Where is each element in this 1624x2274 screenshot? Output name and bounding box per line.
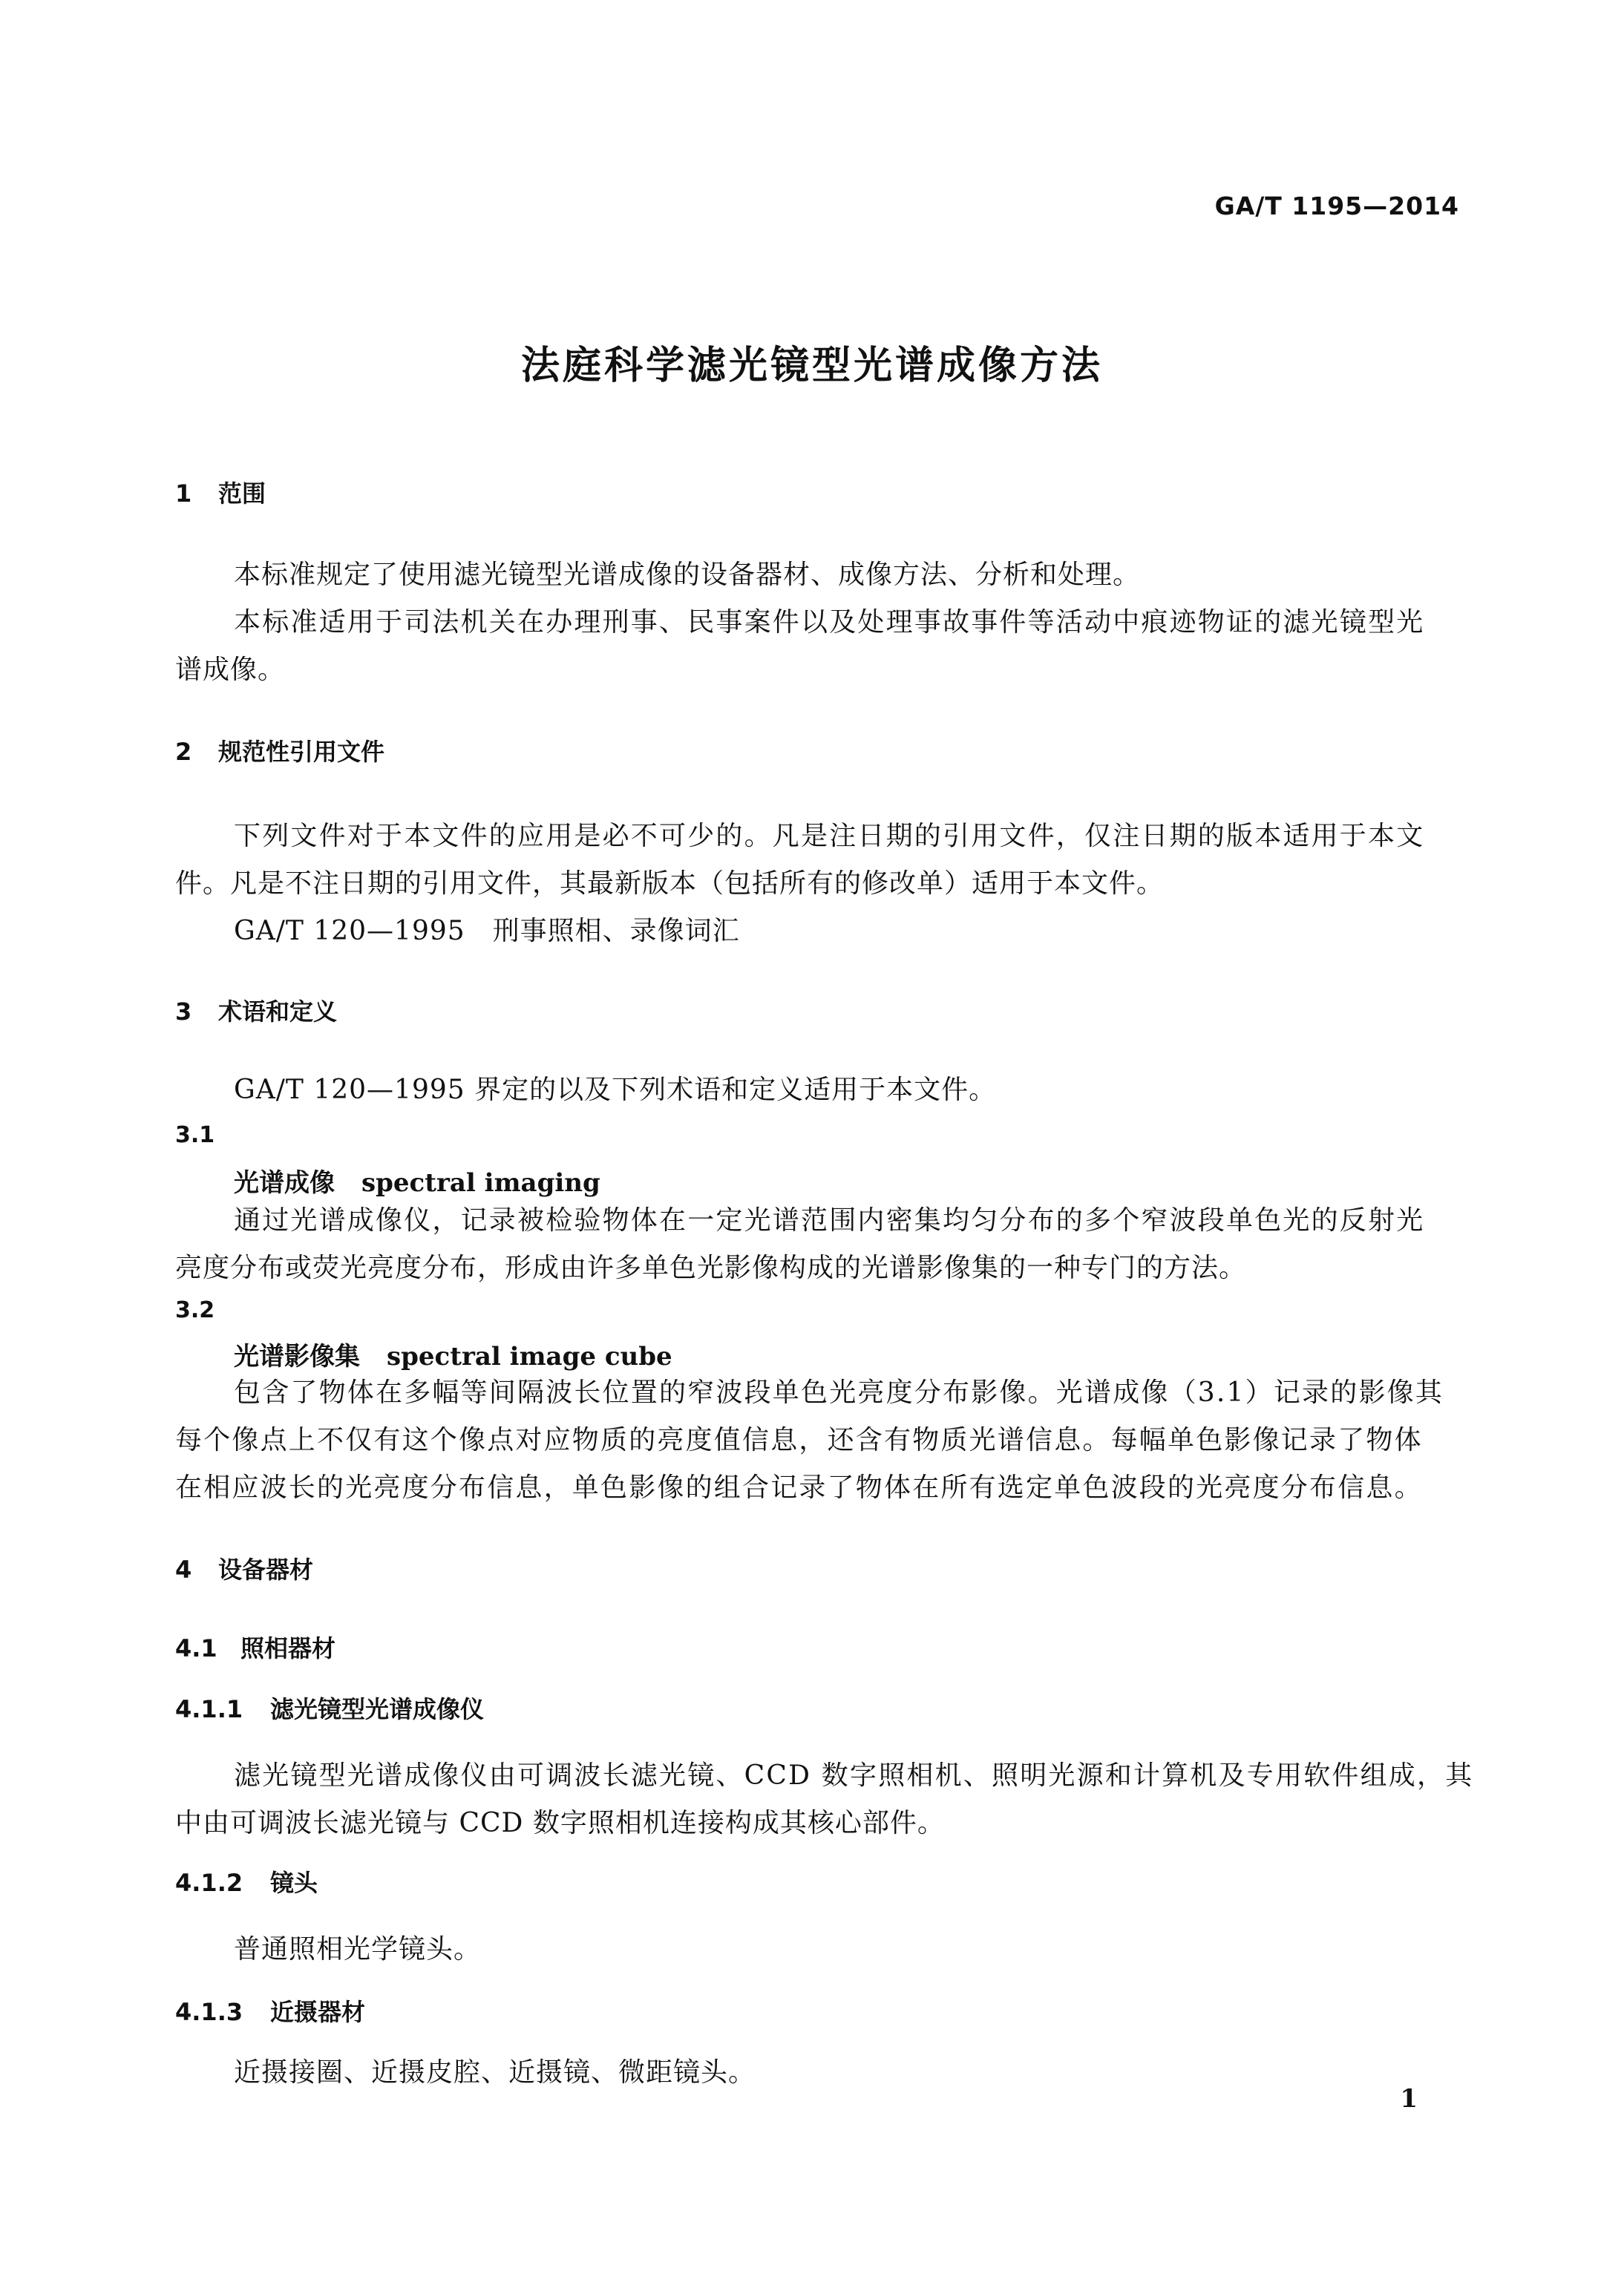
section-4-1-3-heading [175, 1993, 365, 2028]
section-1-heading [175, 475, 266, 509]
section-2-heading [175, 733, 384, 767]
definition: 通过光谱成像仪，记录被检验物体在一定光谱范围内密集均匀分布的多个窄波段单色光的反射光 [234, 1205, 1425, 1236]
paragraph: 近摄接圈、近摄皮腔、近摄镜、微距镜头。 [234, 2057, 756, 2088]
section-title: 镜头 [270, 1869, 318, 1897]
section-number: 4.1.3 [175, 1998, 243, 2026]
clause-number: 3.2 [175, 1297, 215, 1323]
paragraph: 本标准适用于司法机关在办理刑事、民事案件以及处理事故事件等活动中痕迹物证的滤光镜型光 [234, 607, 1425, 638]
definition-continuation: 亮度分布或荧光亮度分布，形成由许多单色光影像构成的光谱影像集的一种专门的方法。 [175, 1253, 1247, 1283]
page-number: 1 [1400, 2084, 1418, 2114]
paragraph-continuation: 谱成像。 [175, 655, 286, 685]
section-number: 2 [175, 738, 192, 766]
paragraph-continuation: 件。凡是不注日期的引用文件，其最新版本（包括所有的修改单）适用于本文件。 [175, 868, 1165, 899]
paragraph: 本标准规定了使用滤光镜型光谱成像的设备器材、成像方法、分析和处理。 [234, 560, 1141, 590]
section-4-1-heading [175, 1630, 335, 1664]
definition: 包含了物体在多幅等间隔波长位置的窄波段单色光亮度分布影像。光谱成像（3.1）记录的影像其 [234, 1377, 1444, 1408]
term-entry [234, 1162, 600, 1199]
section-number: 4.1 [175, 1634, 217, 1662]
section-4-1-2-heading [175, 1864, 318, 1898]
paragraph-continuation: 中由可调波长滤光镜与 CCD 数字照相机连接构成其核心部件。 [175, 1808, 945, 1838]
section-number: 4 [175, 1556, 192, 1584]
term-chinese: 光谱影像集 [234, 1342, 360, 1372]
definition-continuation: 每个像点上不仅有这个像点对应物质的亮度值信息，还含有物质光谱信息。每幅单色影像记录了物体 [175, 1425, 1423, 1455]
section-title: 设备器材 [218, 1556, 314, 1584]
term-english: spectral image cube [387, 1342, 672, 1372]
section-title: 规范性引用文件 [218, 738, 385, 766]
paragraph: 下列文件对于本文件的应用是必不可少的。凡是注日期的引用文件，仅注日期的版本适用于本文 [234, 821, 1425, 851]
section-number: 1 [175, 479, 192, 508]
section-title: 照相器材 [240, 1634, 336, 1662]
section-3-heading [175, 993, 337, 1027]
paragraph: 滤光镜型光谱成像仪由可调波长滤光镜、CCD 数字照相机、照明光源和计算机及专用软件组成，其 [234, 1760, 1474, 1791]
section-number: 4.1.1 [175, 1695, 243, 1723]
term-chinese: 光谱成像 [234, 1168, 335, 1198]
normative-reference: GA/T 120—1995 刑事照相、录像词汇 [234, 916, 740, 946]
section-number: 4.1.2 [175, 1869, 243, 1897]
paragraph: 普通照相光学镜头。 [234, 1934, 482, 1965]
section-title: 范围 [218, 479, 266, 508]
standard-code: GA/T 1195—2014 [1214, 191, 1459, 220]
section-title: 近摄器材 [270, 1998, 366, 2026]
definition-continuation: 在相应波长的光亮度分布信息，单色影像的组合记录了物体在所有选定单色波段的光亮度分布信息。 [175, 1472, 1423, 1503]
section-4-1-1-heading [175, 1691, 484, 1725]
clause-number: 3.1 [175, 1122, 215, 1148]
section-title: 术语和定义 [218, 997, 338, 1026]
term-english: spectral imaging [361, 1168, 600, 1198]
section-number: 3 [175, 997, 192, 1026]
document-title: 法庭科学滤光镜型光谱成像方法 [520, 344, 1103, 388]
paragraph: GA/T 120—1995 界定的以及下列术语和定义适用于本文件。 [234, 1075, 997, 1105]
section-title: 滤光镜型光谱成像仪 [270, 1695, 485, 1723]
section-4-heading [175, 1551, 313, 1585]
